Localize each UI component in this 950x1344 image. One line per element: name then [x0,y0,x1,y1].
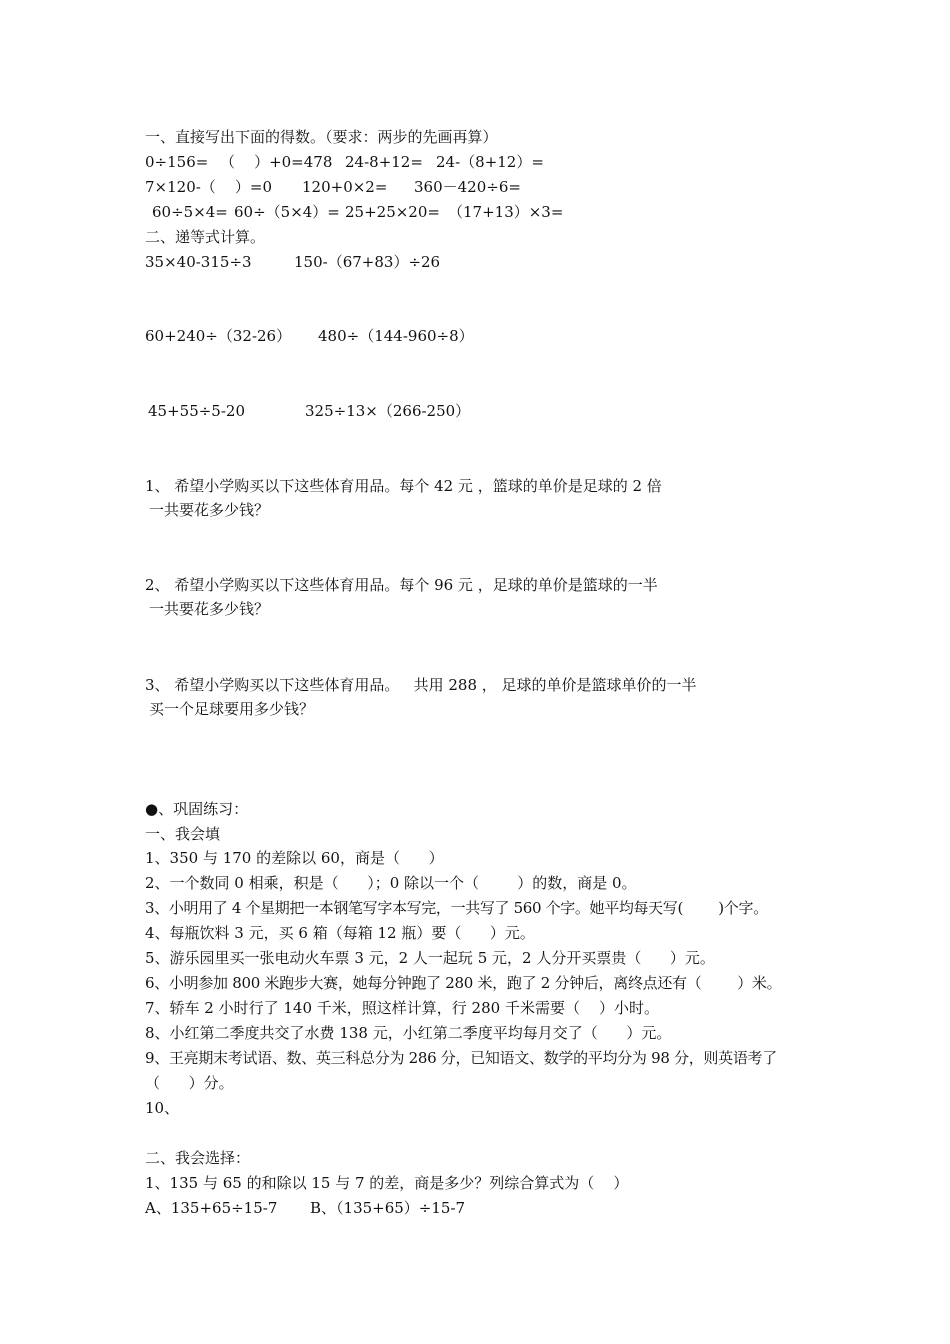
fill-item: 6、小明参加 800 米跑步大赛，她每分钟跑了 280 米，跑了 2 分钟后，离终点还有（ ）米。 [145,974,782,992]
choice-heading: 二、我会选择： [145,1149,251,1167]
calc-item: 24-8+12= [345,153,423,171]
calc-item: 7×120-（ ）=0 [145,178,272,196]
fill-item: 4、每瓶饮料 3 元，买 6 箱（每箱 12 瓶）要（ ）元。 [145,924,535,942]
expression-item: 45+55÷5-20 [148,402,246,420]
fill-item: 3、小明用了 4 个星期把一本钢笔写字本写完，一共写了 560 个字。她平均每天写( )个字。 [145,899,768,917]
expression-item: 325÷13×（266-250） [305,402,471,420]
fill-item: 1、350 与 170 的差除以 60，商是（ ） [145,849,444,867]
calc-item: 60÷5×4= [152,203,228,221]
fill-item: 10、 [145,1099,180,1117]
calc-item: 25+25×20= [345,203,440,221]
fill-item: （ ）分。 [145,1074,234,1092]
word-problem-question: 一共要花多少钱？ [149,501,270,519]
fill-item: 5、游乐园里买一张电动火车票 3 元，2 人一起玩 5 元，2 人分开买票贵（ ）元。 [145,949,715,967]
word-problem-line: 1、 希望小学购买以下这些体育用品。每个 42 元 ，篮球的单价是足球的 2 倍 [145,477,662,495]
calc-item: （ ）+0=478 [220,153,333,171]
fill-item: 9、王亮期末考试语、数、英三科总分为 286 分，已知语文、数学的平均分为 98 分，则英语考了 [145,1049,777,1067]
word-problem-line: 3、 希望小学购买以下这些体育用品。 共用 288 ， 足球的单价是篮球单价的一半 [145,676,697,694]
fill-item: 8、小红第二季度共交了水费 138 元，小红第二季度平均每月交了（ ）元。 [145,1024,672,1042]
calc-item: 0÷156= [145,153,209,171]
calc-item: 120+0×2= [302,178,388,196]
expression-item: 35×40-315÷3 [145,253,252,271]
expression-item: 60+240÷（32-26） [145,327,292,345]
calc-item: 60÷（5×4）= [234,203,340,221]
word-problem-question: 一共要花多少钱？ [149,600,270,618]
choice-question: 1、135 与 65 的和除以 15 与 7 的差，商是多少？列综合算式为（ ） [145,1174,629,1192]
choice-option-b: B、（135+65）÷15-7 [310,1199,466,1217]
fill-item: 2、一个数同 0 相乘，积是（ ）；0 除以一个（ ）的数，商是 0。 [145,874,637,892]
section1-heading: 一、直接写出下面的得数。（要求：两步的先画再算） [145,128,498,146]
fill-heading: 一、我会填 [145,825,221,843]
calc-item: 24-（8+12）= [436,153,544,171]
expression-item: 150-（67+83）÷26 [294,253,441,271]
choice-option-a: A、135+65÷15-7 [145,1199,278,1217]
calc-item: （17+13）×3= [448,203,564,221]
word-problem-line: 2、 希望小学购买以下这些体育用品。每个 96 元 ，足球的单价是篮球的一半 [145,576,658,594]
word-problem-question: 买一个足球要用多少钱？ [149,700,315,718]
calc-item: 360－420÷6= [414,178,521,196]
fill-item: 7、轿车 2 小时行了 140 千米，照这样计算，行 280 千米需要（ ）小时。 [145,999,660,1017]
practice-heading: ●、巩固练习： [145,800,249,818]
section2-heading: 二、递等式计算。 [145,228,266,246]
expression-item: 480÷（144-960÷8） [318,327,474,345]
